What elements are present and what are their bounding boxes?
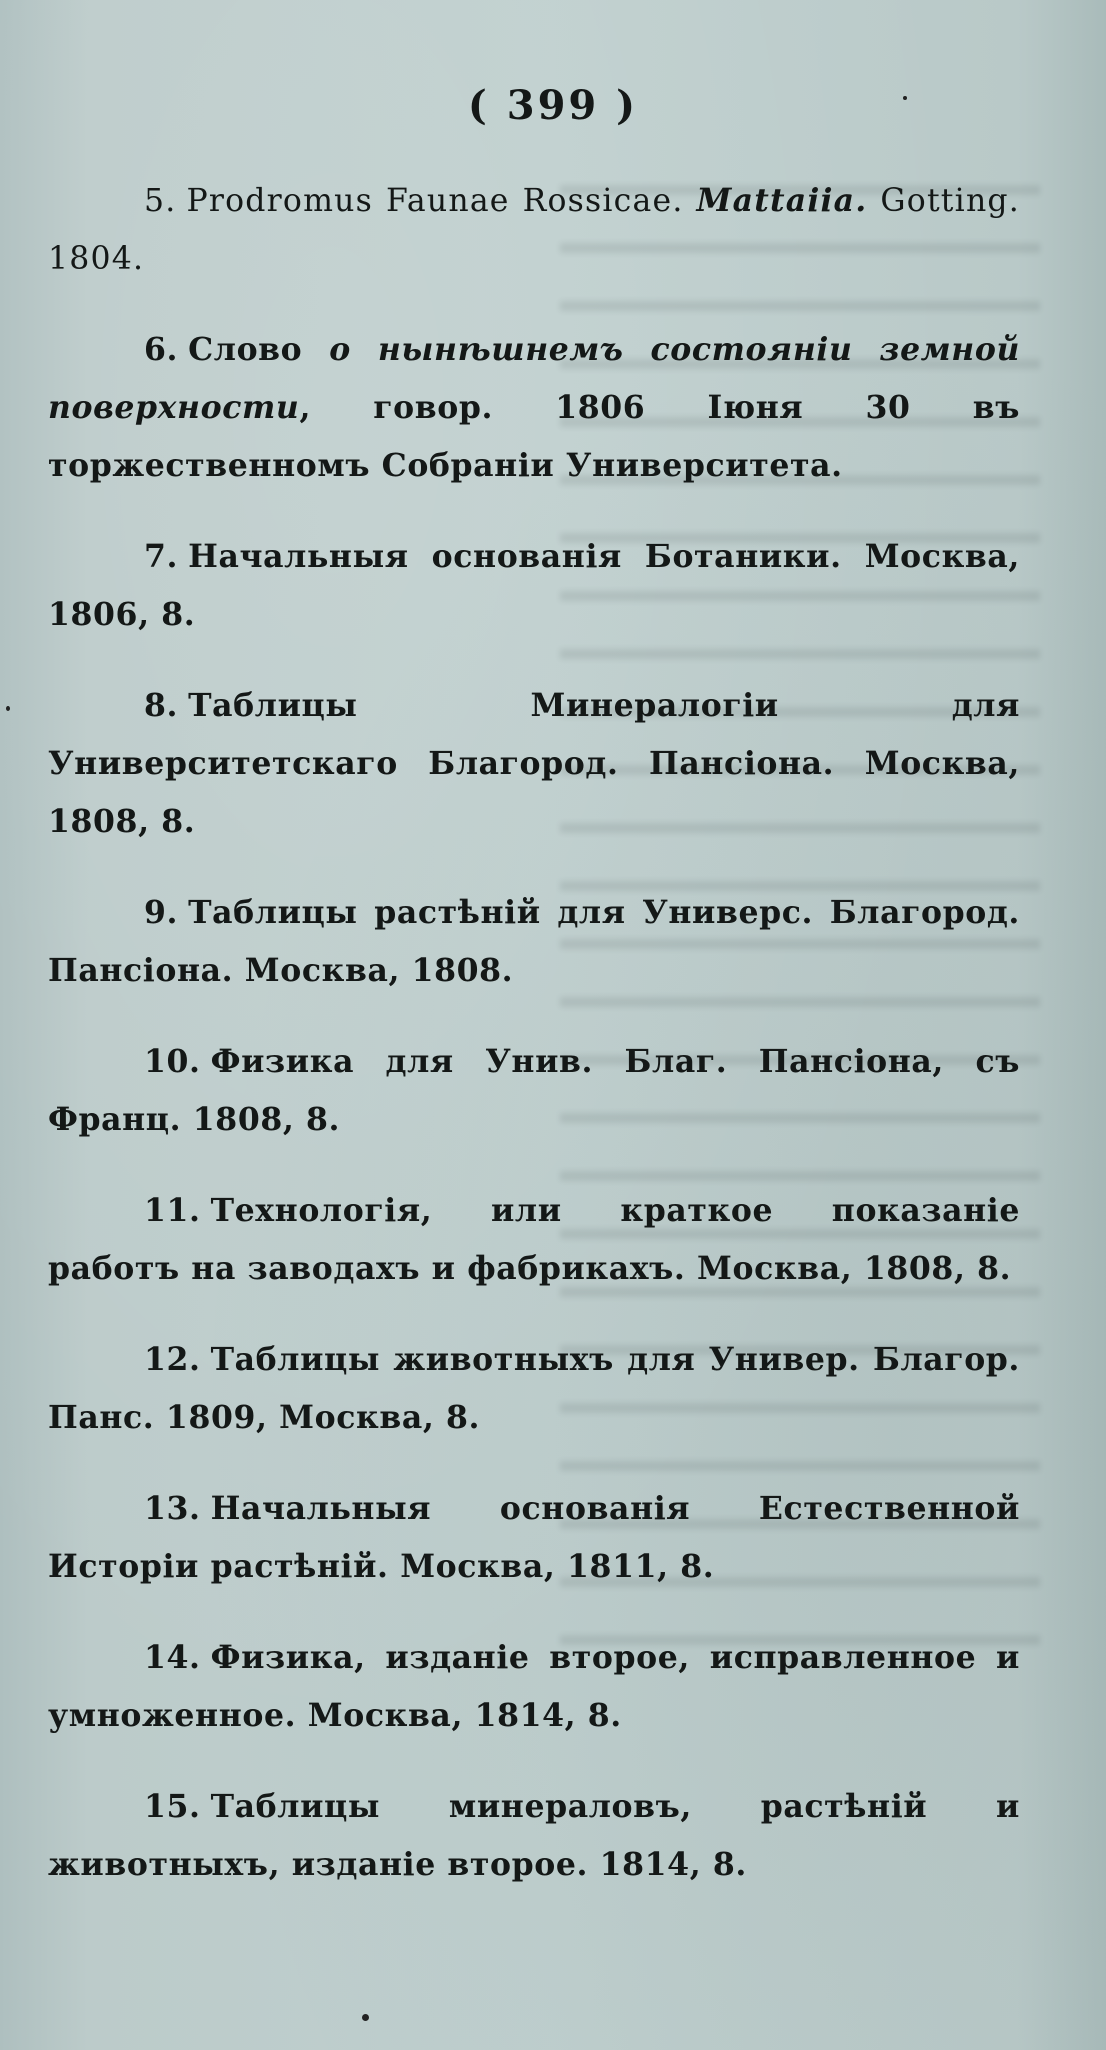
entry-text: Prodromus Faunae Rossicae. <box>186 183 684 219</box>
page-number: ( 399 ) <box>467 82 639 129</box>
bibliography-entry <box>48 1629 1020 1745</box>
entry-text: Слово <box>188 331 303 368</box>
entry-text: Таблицы растѣнiй для Универс. Благород. Пансiона. Москва, 1808. <box>48 894 1020 989</box>
entry-number: 5. <box>144 183 177 219</box>
entry-text-continued: Gotting. 1804. <box>48 183 1021 277</box>
bibliography-entry <box>48 321 1020 495</box>
bibliography-entry <box>48 677 1020 851</box>
entry-number: 12. <box>144 1341 201 1378</box>
entry-text: Таблицы Минералогiи для Университетскаго Благород. Пансiона. Москва, 1808, 8. <box>48 687 1020 840</box>
entry-number: 13. <box>144 1490 201 1527</box>
bibliography-entry <box>48 1331 1020 1447</box>
bibliography-entry <box>48 1778 1020 1894</box>
entry-number: 8. <box>144 687 179 724</box>
entry-number: 7. <box>144 538 179 575</box>
entry-number: 6. <box>144 331 179 368</box>
ink-speck <box>6 706 10 711</box>
entry-text: Таблицы животныхъ для Универ. Благор. Панс. 1809, Москва, 8. <box>48 1341 1020 1436</box>
bibliography-entry <box>48 1033 1020 1149</box>
bibliography-entry <box>48 528 1020 644</box>
bibliography-entry <box>48 1182 1020 1298</box>
bibliography-list <box>48 172 1020 1927</box>
entry-number: 10. <box>144 1043 201 1080</box>
entry-text: Таблицы минераловъ, растѣнiй и животныхъ, изданiе второе. 1814, 8. <box>48 1788 1020 1883</box>
ink-speck <box>362 2014 369 2021</box>
entry-text: Начальныя основанiя Ботаники. Москва, 1806, 8. <box>48 538 1020 633</box>
entry-text: Технологiя, или краткое показанiе работъ на заводахъ и фабрикахъ. Москва, 1808, 8. <box>48 1192 1020 1287</box>
entry-text: Физика для Унив. Благ. Пансiона, съ Франц. 1808, 8. <box>48 1043 1020 1138</box>
entry-number: 9. <box>144 894 179 931</box>
entry-italic-text: Mattaiia. <box>696 182 868 219</box>
ink-speck <box>903 96 907 100</box>
entry-text-continued: , говор. 1806 Iюня 30 въ торжественномъ Собранiи Университета. <box>48 389 1020 484</box>
bibliography-entry <box>48 1480 1020 1596</box>
bibliography-entry <box>48 884 1020 1000</box>
entry-italic-text: о нынѣшнемъ состоянiи земной поверхности <box>48 331 1020 426</box>
entry-text: Физика, изданiе второе, исправленное и умноженное. Москва, 1814, 8. <box>48 1639 1020 1734</box>
entry-number: 11. <box>144 1192 201 1229</box>
entry-number: 15. <box>144 1788 201 1825</box>
entry-number: 14. <box>144 1639 201 1676</box>
bibliography-entry <box>48 172 1020 288</box>
entry-text: Начальныя основанiя Естественной Исторiи растѣнiй. Москва, 1811, 8. <box>48 1490 1020 1585</box>
